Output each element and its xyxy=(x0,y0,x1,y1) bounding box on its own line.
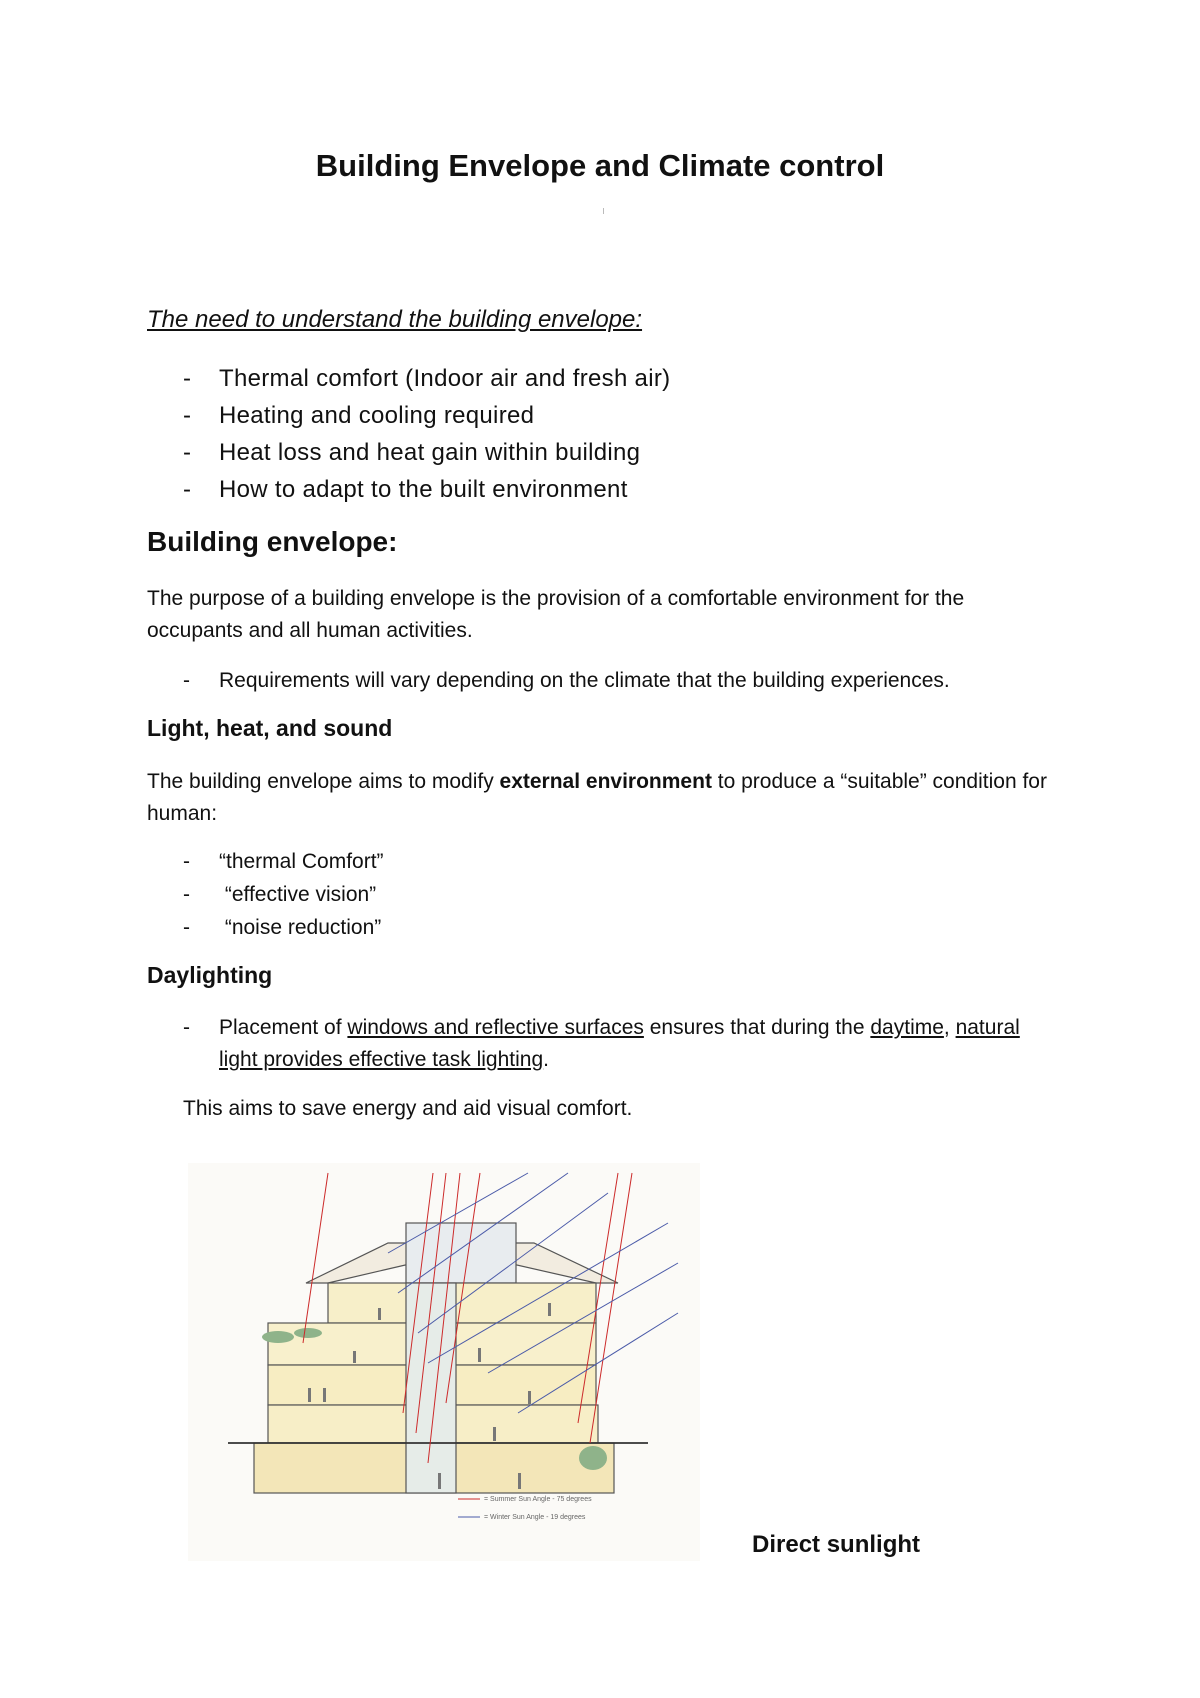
list-item-text: Thermal comfort (Indoor air and fresh air) xyxy=(219,365,671,392)
list-item xyxy=(147,665,950,697)
legend-winter-label: = Winter Sun Angle - 19 degrees xyxy=(484,1514,586,1521)
daylight-heading: Daylighting xyxy=(147,962,273,988)
bullet-dash: - xyxy=(183,1016,190,1039)
daylight-text-3: , xyxy=(943,1016,956,1039)
list-item xyxy=(147,434,670,471)
figure-caption: Direct sunlight xyxy=(752,1531,921,1558)
list-item xyxy=(147,1012,1047,1076)
bullet-dash: - xyxy=(183,476,192,503)
bullet-dash: - xyxy=(183,669,190,692)
legend-summer-label: = Summer Sun Angle - 75 degrees xyxy=(484,1496,592,1503)
need-list xyxy=(147,360,670,508)
bullet-dash: - xyxy=(183,365,192,392)
list-item xyxy=(147,360,670,397)
figure-legend xyxy=(458,1496,592,1521)
light-text-bold: external environment xyxy=(499,770,712,793)
list-item xyxy=(147,878,384,911)
light-paragraph xyxy=(147,766,1047,830)
envelope-heading: Building envelope: xyxy=(147,526,398,557)
envelope-paragraph: The purpose of a building envelope is the provision of a comfortable environment for the occupants and all human activities. xyxy=(147,587,965,642)
daylight-underline-1: windows and reflective surfaces xyxy=(347,1016,644,1039)
bullet-dash: - xyxy=(183,439,192,466)
bullet-dash: - xyxy=(183,883,190,906)
daylight-text-1: Placement of xyxy=(219,1016,348,1039)
list-item-text: “effective vision” xyxy=(219,883,377,906)
list-item xyxy=(147,471,670,508)
list-item-text: Requirements will vary depending on the climate that the building experiences. xyxy=(219,669,950,692)
daylight-text-4: . xyxy=(543,1048,549,1071)
bullet-dash: - xyxy=(183,916,190,939)
light-text-after: to produce a “suitable” condition for human: xyxy=(147,770,1047,825)
daylight-note: This aims to save energy and aid visual comfort. xyxy=(183,1097,633,1120)
bullet-dash: - xyxy=(183,402,192,429)
envelope-list xyxy=(147,665,950,697)
list-item-text: “thermal Comfort” xyxy=(219,850,384,873)
daylight-text-2: ensures that during the xyxy=(643,1016,871,1039)
light-text-before: The building envelope aims to modify xyxy=(147,770,500,793)
light-heading: Light, heat, and sound xyxy=(147,715,393,741)
need-heading: The need to understand the building envelope: xyxy=(147,306,643,333)
bullet-dash: - xyxy=(183,850,190,873)
list-item-text: “noise reduction” xyxy=(219,916,382,939)
section-svg xyxy=(188,1163,700,1561)
daylight-list xyxy=(147,1012,1047,1076)
list-item xyxy=(147,845,384,878)
list-item-text: Heat loss and heat gain within building xyxy=(219,439,641,466)
page-title: Building Envelope and Climate control xyxy=(315,148,885,183)
daylight-underline-2: daytime xyxy=(870,1016,944,1039)
daylight-underline-3: natural light provides effective task lighting xyxy=(219,1016,1020,1071)
divider-mark xyxy=(603,208,604,214)
list-item xyxy=(147,911,384,944)
list-item-text: How to adapt to the built environment xyxy=(219,476,628,503)
list-item-text: Heating and cooling required xyxy=(219,402,535,429)
list-item xyxy=(147,397,670,434)
building-section-drawing xyxy=(188,1163,700,1561)
light-list xyxy=(147,845,384,944)
